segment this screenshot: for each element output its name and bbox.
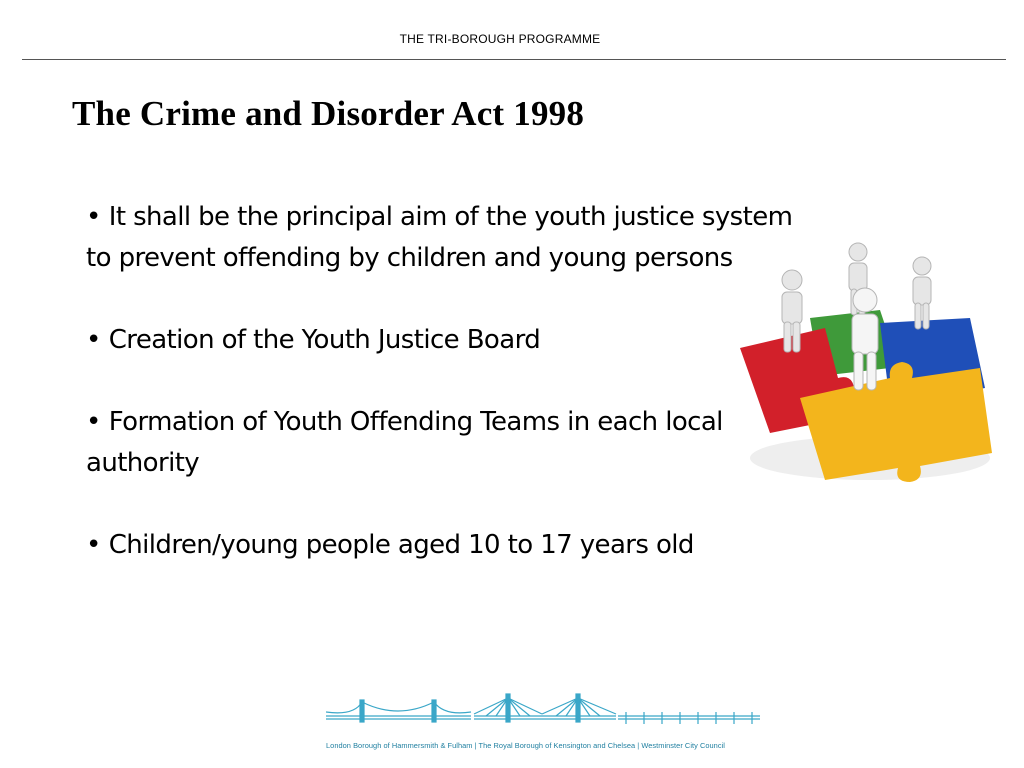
bridge-tower bbox=[506, 694, 510, 722]
footer-caption: London Borough of Hammersmith & Fulham | The Royal Borough of Kensington and Chelsea | Westminster City Council bbox=[326, 741, 725, 750]
figure-leg bbox=[793, 322, 800, 352]
bullet-text: It shall be the principal aim of the youth justice system to prevent offending by children and young persons bbox=[86, 202, 793, 273]
figure-head bbox=[849, 243, 867, 261]
bridge-cable bbox=[326, 702, 471, 713]
bullet-marker: • bbox=[86, 325, 101, 355]
bullet-text: Creation of the Youth Justice Board bbox=[108, 325, 541, 355]
figure-head bbox=[853, 288, 877, 312]
figure-body bbox=[913, 277, 931, 305]
bullet-text: Children/young people aged 10 to 17 years old bbox=[108, 530, 694, 560]
bullet-item bbox=[86, 197, 816, 279]
header-divider bbox=[22, 59, 1006, 60]
figure-body bbox=[849, 263, 867, 291]
bullet-text: Formation of Youth Offending Teams in each local authority bbox=[86, 407, 723, 478]
bullet-item bbox=[86, 525, 816, 566]
slide-title: The Crime and Disorder Act 1998 bbox=[72, 94, 585, 133]
bullet-marker: • bbox=[86, 530, 101, 560]
bullet-item bbox=[86, 320, 816, 361]
figure-leg bbox=[915, 303, 921, 329]
figure-leg bbox=[867, 352, 876, 390]
bridge-tower bbox=[576, 694, 580, 722]
bullet-marker: • bbox=[86, 407, 101, 437]
bridge-piers bbox=[626, 712, 752, 724]
bullet-marker: • bbox=[86, 202, 101, 232]
figure-head bbox=[782, 270, 802, 290]
bullet-list bbox=[86, 197, 816, 607]
figure-head bbox=[913, 257, 931, 275]
figure-leg bbox=[784, 322, 791, 352]
bridge-lines bbox=[326, 694, 760, 724]
figure-body bbox=[852, 314, 878, 354]
figure-leg bbox=[854, 352, 863, 390]
figure-leg bbox=[923, 303, 929, 329]
bridge-tower bbox=[360, 700, 364, 722]
figure-body bbox=[782, 292, 802, 324]
programme-header: THE TRI-BOROUGH PROGRAMME bbox=[399, 32, 601, 46]
bridge-tower bbox=[432, 700, 436, 722]
bullet-item bbox=[86, 402, 816, 484]
puzzle-people-icon bbox=[730, 228, 1000, 498]
